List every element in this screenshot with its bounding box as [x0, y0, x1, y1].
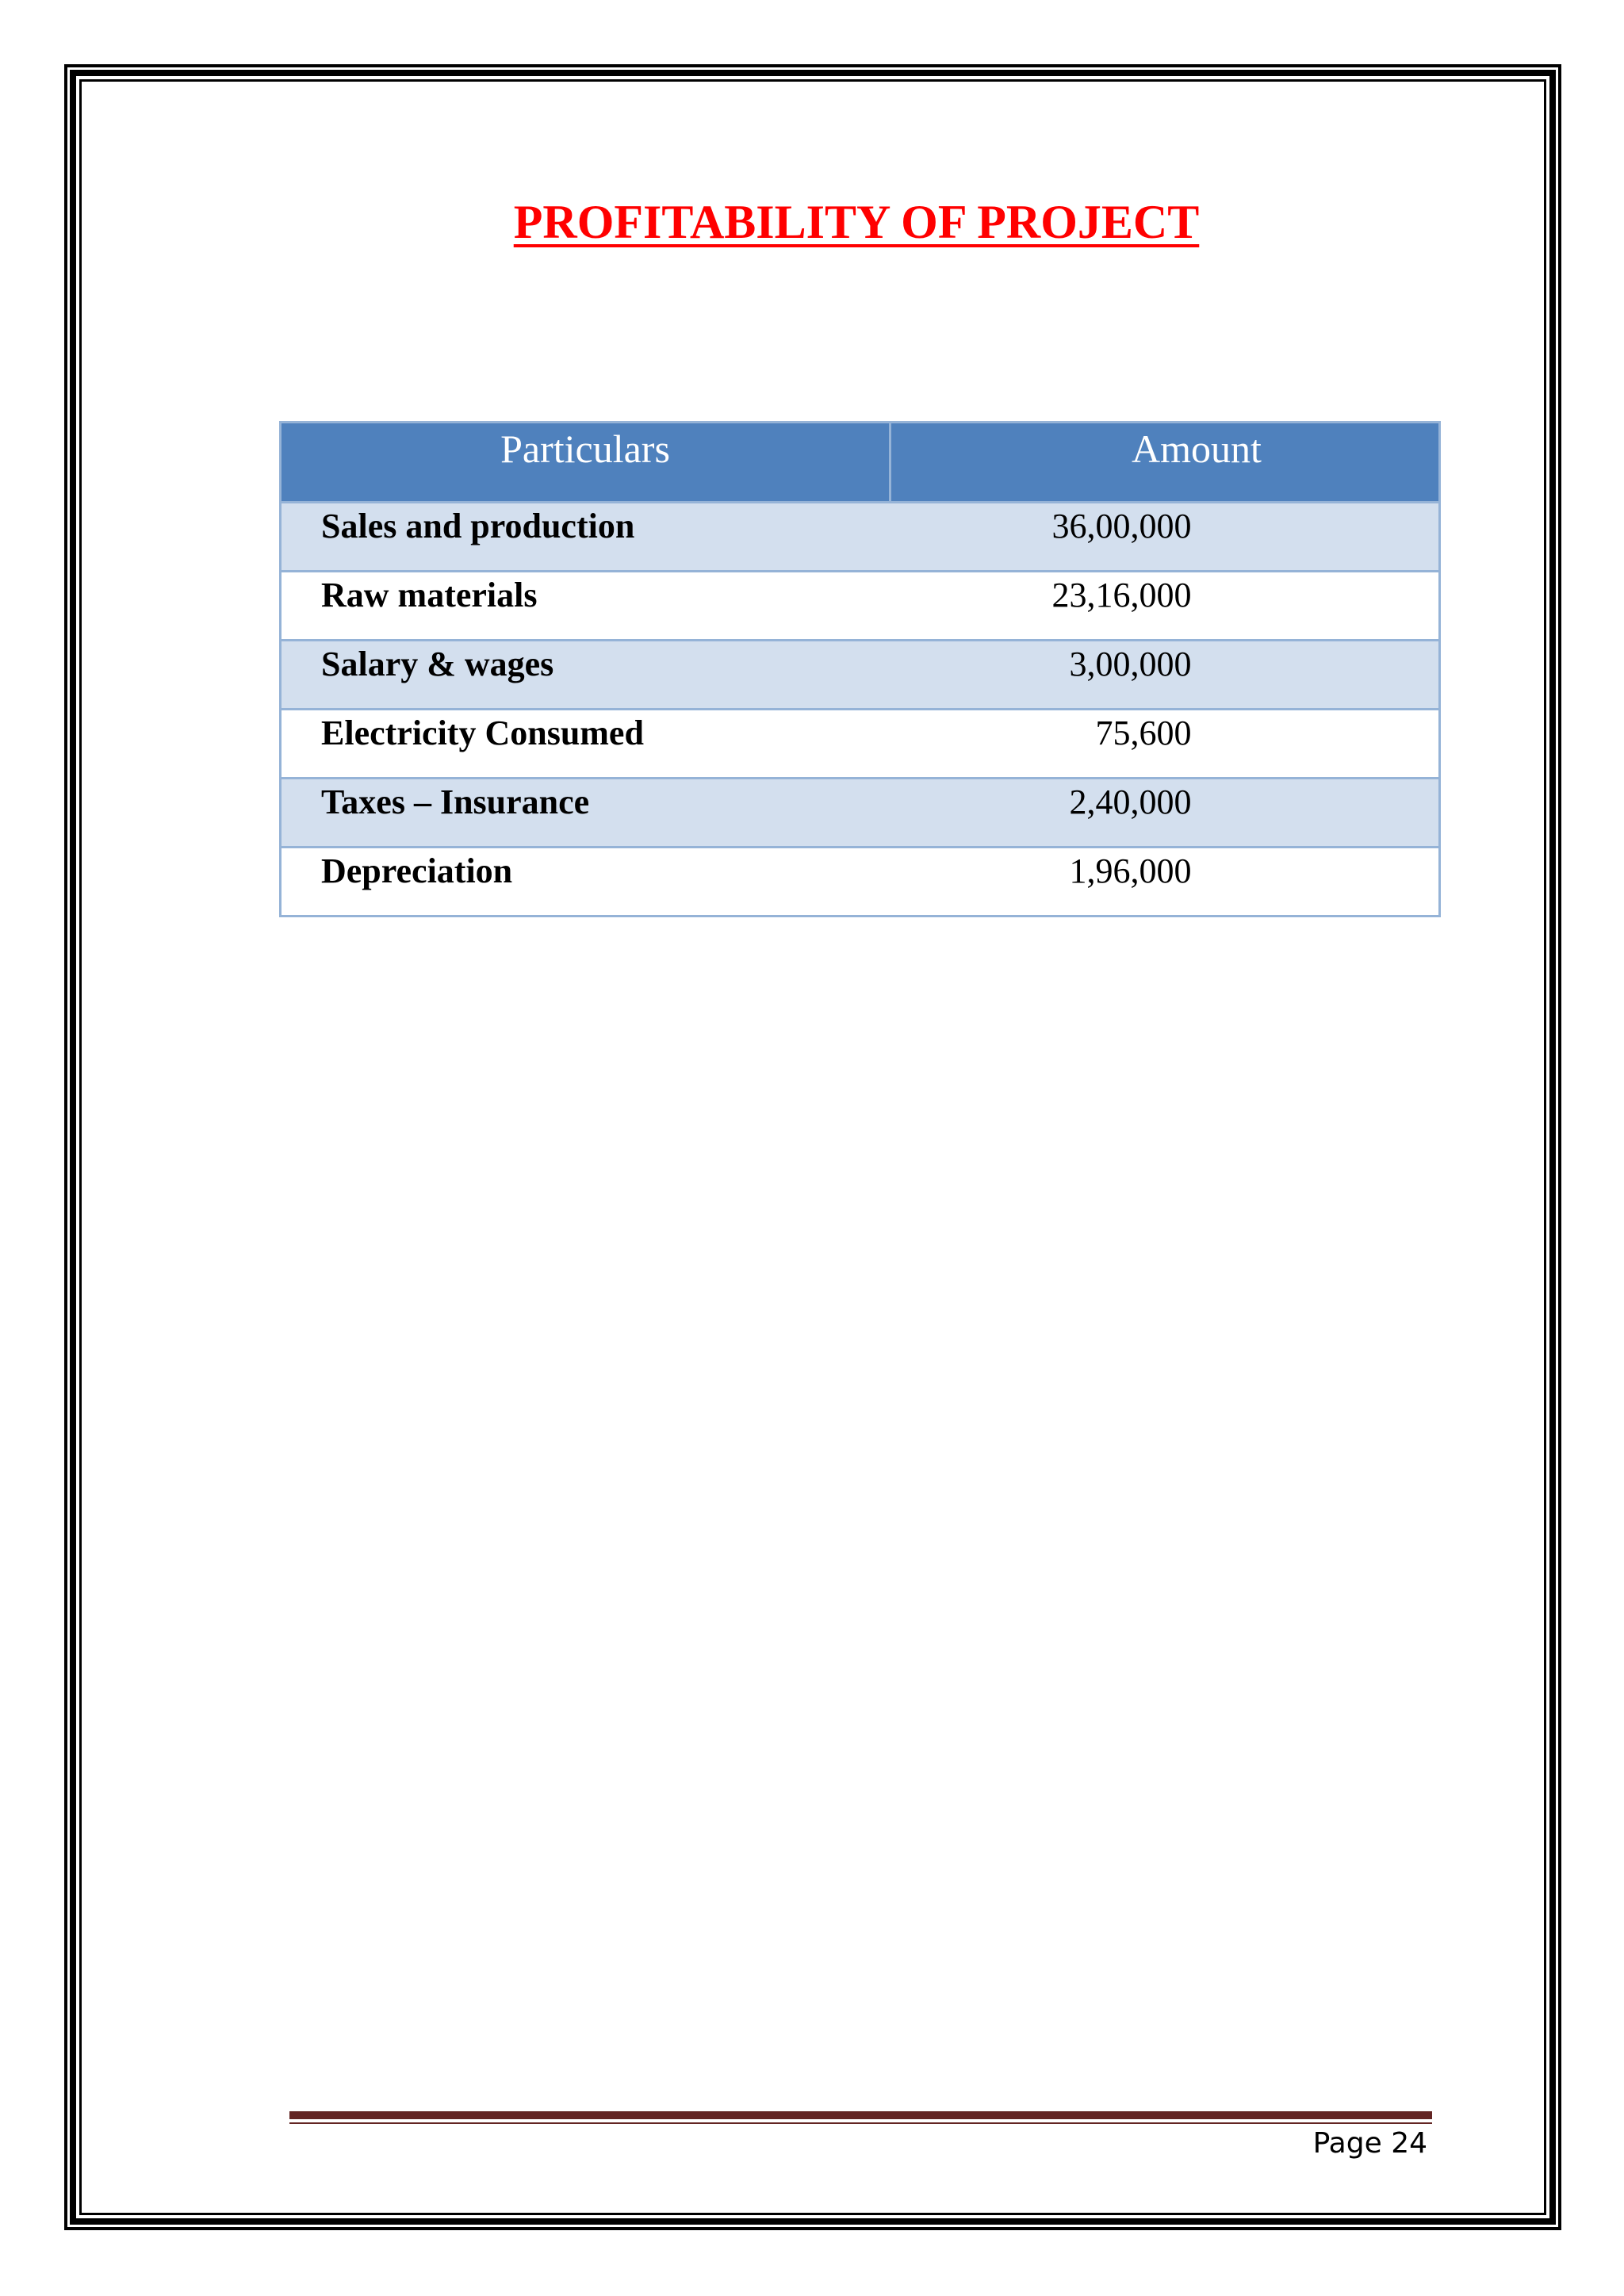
row-amount: 75,600: [1095, 714, 1192, 752]
table-row: [281, 710, 1440, 779]
table-row: [281, 503, 1440, 572]
page-border-inner: [79, 79, 1546, 2215]
page-number: Page 24: [1312, 2127, 1427, 2160]
table-row: [281, 779, 1440, 848]
row-label: Electricity Consumed: [281, 710, 891, 779]
footer-rule-thin: [289, 2122, 1432, 2124]
table-row: [281, 572, 1440, 641]
row-amount: 23,16,000: [1051, 576, 1192, 614]
row-label: Salary & wages: [281, 641, 891, 710]
header-amount: Amount: [891, 423, 1440, 503]
row-label: Taxes – Insurance: [281, 779, 891, 848]
row-amount: 3,00,000: [1069, 645, 1192, 683]
table-row: [281, 848, 1440, 916]
row-amount: 36,00,000: [1051, 507, 1192, 545]
footer-rule: [289, 2111, 1432, 2119]
page-title: PROFITABILITY OF PROJECT: [513, 196, 1200, 248]
row-label: Sales and production: [281, 503, 891, 572]
table-header-row: [281, 423, 1440, 503]
profitability-table: [279, 421, 1441, 917]
row-amount: 2,40,000: [1069, 783, 1192, 821]
header-particulars: Particulars: [281, 423, 891, 503]
row-amount: 1,96,000: [1069, 851, 1192, 890]
row-label: Depreciation: [281, 848, 891, 916]
row-label: Raw materials: [281, 572, 891, 641]
table-row: [281, 641, 1440, 710]
